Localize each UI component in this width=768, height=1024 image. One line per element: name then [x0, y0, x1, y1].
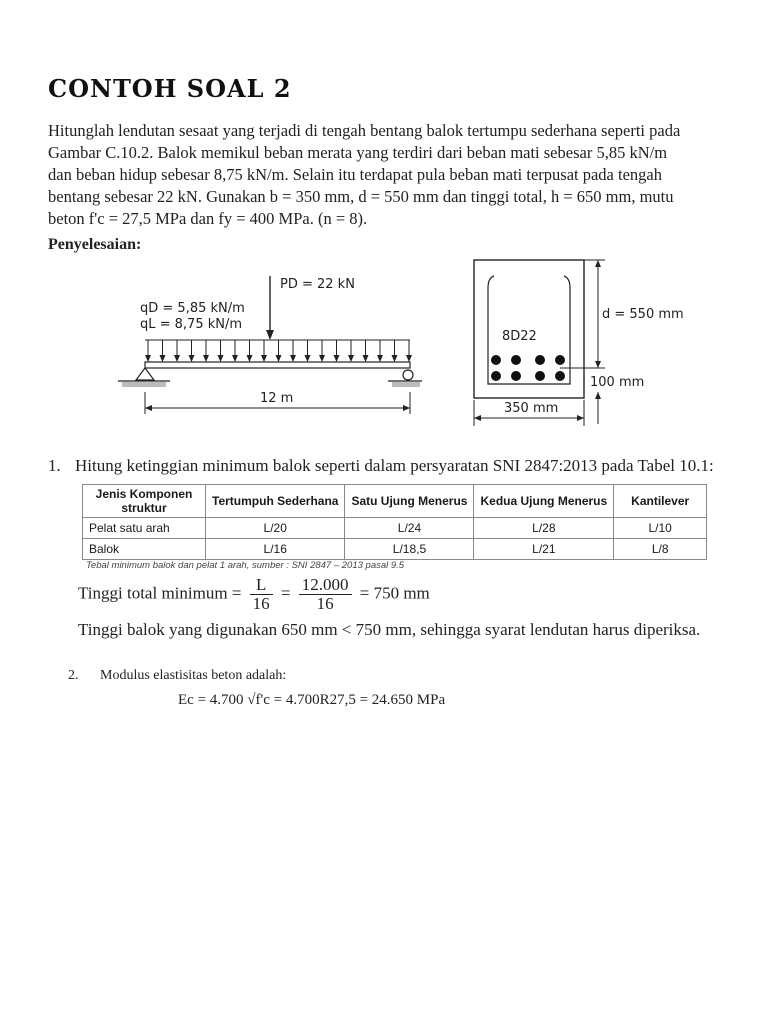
load-arrowhead	[348, 355, 354, 362]
load-arrowhead	[145, 355, 151, 362]
table-header: Jenis Komponen struktur	[83, 485, 206, 518]
problem-line: Gambar C.10.2. Balok memikul beban merata yang terdiri dari beban mati sebesar 5,85 kN/m	[48, 143, 668, 162]
step-2-text: Modulus elastisitas beton adalah:	[100, 668, 287, 683]
fraction-1	[250, 576, 273, 613]
solution-heading: Penyelesaian:	[48, 236, 142, 253]
min-height-equation	[78, 576, 430, 613]
table-cell: Balok	[83, 539, 206, 560]
problem-line: bentang sebesar 22 kN. Gunakan b = 350 mm, d = 550 mm dan tinggi total, h = 650 mm, mutu	[48, 187, 674, 206]
table-cell: L/20	[206, 518, 345, 539]
pin-support	[136, 368, 154, 380]
live-load-label: qL = 8,75 kN/m	[140, 317, 243, 332]
table-cell: L/28	[474, 518, 614, 539]
dead-load-label: qD = 5,85 kN/m	[140, 301, 245, 316]
load-arrowhead	[334, 355, 340, 362]
rebar-label: 8D22	[502, 329, 537, 344]
fraction-numerator: 12.000	[299, 576, 352, 595]
equation-result: = 750 mm	[359, 583, 430, 603]
problem-line: dan beban hidup sebesar 8,75 kN/m. Selain itu terdapat pula beban mati terpusat pada tengah	[48, 165, 662, 184]
table-cell: L/21	[474, 539, 614, 560]
load-arrowhead	[363, 355, 369, 362]
modulus-equation: Ec = 4.700 √f'c = 4.700R27,5 = 24.650 MPa	[178, 692, 446, 708]
table-header: Satu Ujung Menerus	[345, 485, 474, 518]
beam-cross-section	[460, 254, 720, 440]
table-header: Kantilever	[614, 485, 707, 518]
table-row	[83, 518, 707, 539]
table-row	[83, 539, 707, 560]
load-arrowhead	[160, 355, 166, 362]
equals-sign: =	[280, 583, 291, 603]
table-cell: L/24	[345, 518, 474, 539]
min-height-table	[82, 484, 707, 560]
problem-line: Hitunglah lendutan sesaat yang terjadi di tengah bentang balok tertumpu sederhana seperti pada	[48, 121, 681, 140]
table-header: Kedua Ujung Menerus	[474, 485, 614, 518]
equation-lhs: Tinggi total minimum =	[78, 583, 242, 603]
fraction-numerator: L	[250, 576, 273, 595]
step-1	[48, 456, 714, 476]
distributed-load-arrows	[145, 340, 412, 362]
table-cell: L/10	[614, 518, 707, 539]
load-arrowhead	[406, 355, 412, 362]
load-arrowhead	[203, 355, 209, 362]
load-arrowhead	[174, 355, 180, 362]
load-arrowhead	[218, 355, 224, 362]
conclusion-text: Tinggi balok yang digunakan 650 mm < 750 mm, sehingga syarat lendutan harus diperiksa.	[78, 620, 701, 639]
table-header: Tertumpuh Sederhana	[206, 485, 345, 518]
page-title: CONTOH SOAL 2	[48, 74, 292, 103]
fraction-denominator: 16	[252, 594, 270, 613]
table-cell: L/16	[206, 539, 345, 560]
step-2	[68, 668, 286, 684]
load-arrowhead	[261, 355, 267, 362]
load-arrowhead	[189, 355, 195, 362]
load-arrowhead	[247, 355, 253, 362]
fraction-2	[299, 576, 352, 613]
beam	[145, 362, 410, 368]
step-1-number: 1.	[48, 456, 61, 475]
step-2-number: 2.	[68, 668, 79, 683]
load-arrowhead	[377, 355, 383, 362]
roller-support	[403, 370, 413, 380]
point-load-label: PD = 22 kN	[280, 277, 355, 292]
table-note: Tebal minimum balok dan pelat 1 arah, sumber : SNI 2847 – 2013 pasal 9.5	[86, 560, 405, 571]
table-cell: Pelat satu arah	[83, 518, 206, 539]
table-cell: L/18,5	[345, 539, 474, 560]
step-1-text: Hitung ketinggian minimum balok seperti dalam persyaratan SNI 2847:2013 pada Tabel 10.1:	[75, 456, 714, 475]
load-arrowhead	[276, 355, 282, 362]
cover-label: 100 mm	[590, 375, 645, 390]
load-arrowhead	[290, 355, 296, 362]
load-arrowhead	[319, 355, 325, 362]
table-cell: L/8	[614, 539, 707, 560]
fraction-denominator: 16	[316, 594, 334, 613]
load-arrowhead	[232, 355, 238, 362]
problem-line: beton f'c = 27,5 MPa dan fy = 400 MPa. (n = 8).	[48, 209, 368, 228]
beam-loading-diagram	[110, 268, 430, 438]
load-arrowhead	[305, 355, 311, 362]
problem-statement	[48, 120, 728, 230]
span-label: 12 m	[260, 391, 294, 406]
d-dimension-label: d = 550 mm	[602, 307, 684, 322]
load-arrowhead	[392, 355, 398, 362]
width-label: 350 mm	[504, 401, 559, 416]
